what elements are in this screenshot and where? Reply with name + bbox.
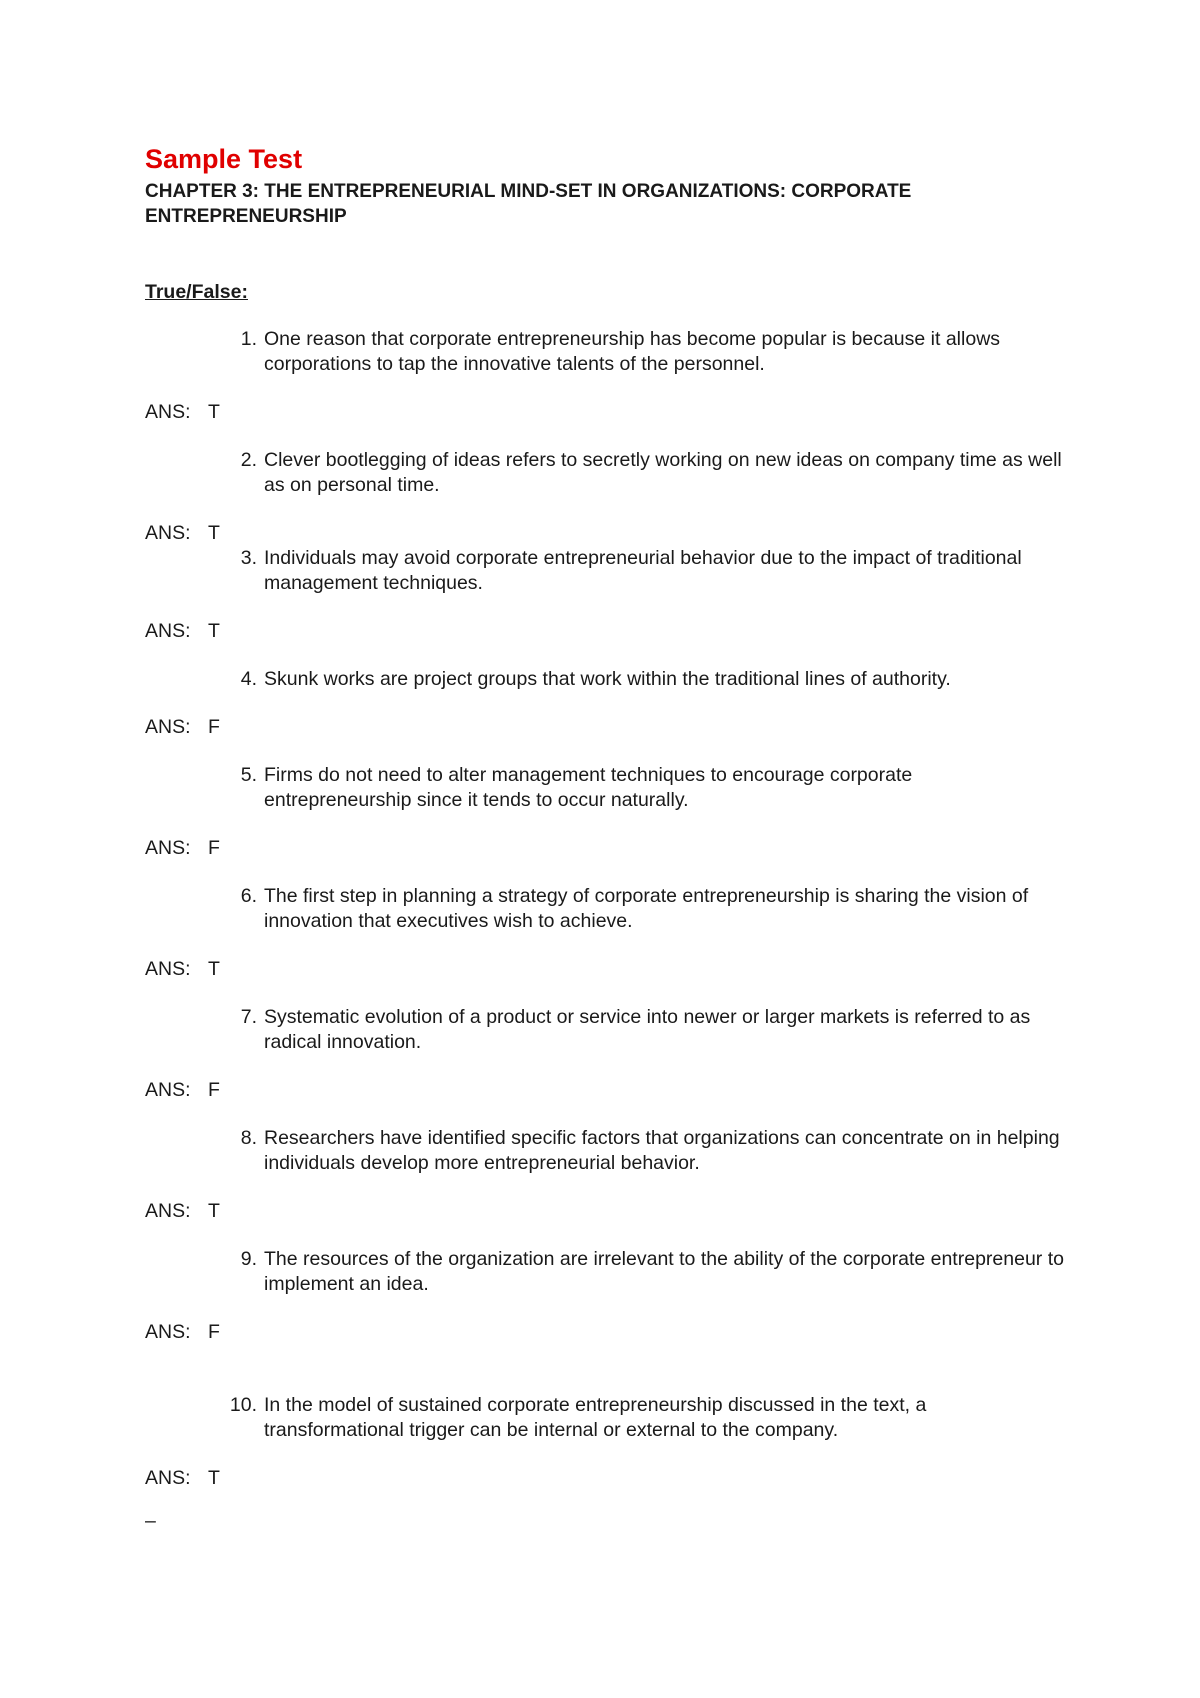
question-text: Systematic evolution of a product or service into newer or larger markets is referred to as radical innovation.	[264, 1006, 1031, 1053]
answer-line	[145, 715, 1080, 740]
answer-value: T	[208, 522, 220, 544]
answer-label: ANS:	[145, 401, 191, 423]
answer-value: F	[208, 1079, 220, 1101]
answer-line	[145, 619, 1080, 644]
answer-line	[145, 1199, 1080, 1224]
question-text: The resources of the organization are irrelevant to the ability of the corporate entrepreneur to implement an idea.	[264, 1248, 1064, 1295]
document-title: Sample Test	[145, 144, 303, 174]
question-item	[145, 1005, 1080, 1126]
answer-line	[145, 1466, 1080, 1491]
answer-line	[145, 400, 1080, 425]
question-number: 3.	[240, 547, 257, 569]
answer-value: T	[208, 1200, 220, 1222]
answer-line	[145, 836, 1080, 861]
answer-label: ANS:	[145, 1200, 191, 1222]
question-number: 1.	[240, 328, 257, 350]
question-item	[145, 327, 1080, 448]
question-item	[145, 763, 1080, 884]
answer-value: T	[208, 620, 220, 642]
question-text: Firms do not need to alter management techniques to encourage corporate entrepreneurship since it tends to occur naturally.	[264, 764, 913, 811]
question-number: 8.	[240, 1127, 257, 1149]
question-list	[145, 327, 1080, 1491]
answer-label: ANS:	[145, 958, 191, 980]
question-text: One reason that corporate entrepreneurship has become popular is because it allows corporations to tap the innovative talents of the personnel.	[264, 328, 1001, 375]
answer-value: T	[208, 1467, 220, 1489]
answer-line	[145, 521, 1080, 546]
question-item	[145, 884, 1080, 1005]
answer-value: F	[208, 716, 220, 738]
answer-value: F	[208, 837, 220, 859]
answer-line	[145, 957, 1080, 982]
answer-line	[145, 1320, 1080, 1345]
question-number: 2.	[240, 449, 257, 471]
question-text: The first step in planning a strategy of corporate entrepreneurship is sharing the vision of innovation that executives wish to achieve.	[264, 885, 1029, 932]
question-item	[145, 448, 1080, 546]
question-text: In the model of sustained corporate entrepreneurship discussed in the text, a transformational trigger can be internal or external to the company.	[264, 1394, 927, 1441]
question-item	[145, 1393, 1080, 1491]
question-item	[145, 546, 1080, 667]
answer-label: ANS:	[145, 837, 191, 859]
question-text: Individuals may avoid corporate entrepreneurial behavior due to the impact of traditional management techniques.	[264, 547, 1022, 594]
answer-value: T	[208, 401, 220, 423]
question-item	[145, 1247, 1080, 1393]
answer-value: T	[208, 958, 220, 980]
chapter-heading: CHAPTER 3: THE ENTREPRENEURIAL MIND-SET IN ORGANIZATIONS: CORPORATE ENTREPRENEURSHIP	[145, 181, 912, 227]
question-text: Skunk works are project groups that work within the traditional lines of authority.	[264, 668, 951, 690]
question-text: Researchers have identified specific factors that organizations can concentrate on in helping individuals develop more entrepreneurial behavior.	[264, 1127, 1060, 1174]
answer-label: ANS:	[145, 1467, 191, 1489]
question-number: 6.	[240, 885, 257, 907]
question-item	[145, 1126, 1080, 1247]
answer-label: ANS:	[145, 620, 191, 642]
trailing-dash: –	[145, 1510, 156, 1532]
answer-label: ANS:	[145, 522, 191, 544]
question-number: 9.	[240, 1248, 257, 1270]
question-item	[145, 667, 1080, 763]
question-number: 10.	[229, 1394, 257, 1416]
answer-value: F	[208, 1321, 220, 1343]
answer-label: ANS:	[145, 1079, 191, 1101]
section-heading-true-false: True/False:	[145, 281, 248, 303]
question-text: Clever bootlegging of ideas refers to secretly working on new ideas on company time as well as on personal time.	[264, 449, 1062, 496]
question-number: 4.	[240, 668, 257, 690]
answer-line	[145, 1078, 1080, 1103]
question-number: 5.	[240, 764, 257, 786]
answer-label: ANS:	[145, 1321, 191, 1343]
answer-label: ANS:	[145, 716, 191, 738]
question-number: 7.	[240, 1006, 257, 1028]
